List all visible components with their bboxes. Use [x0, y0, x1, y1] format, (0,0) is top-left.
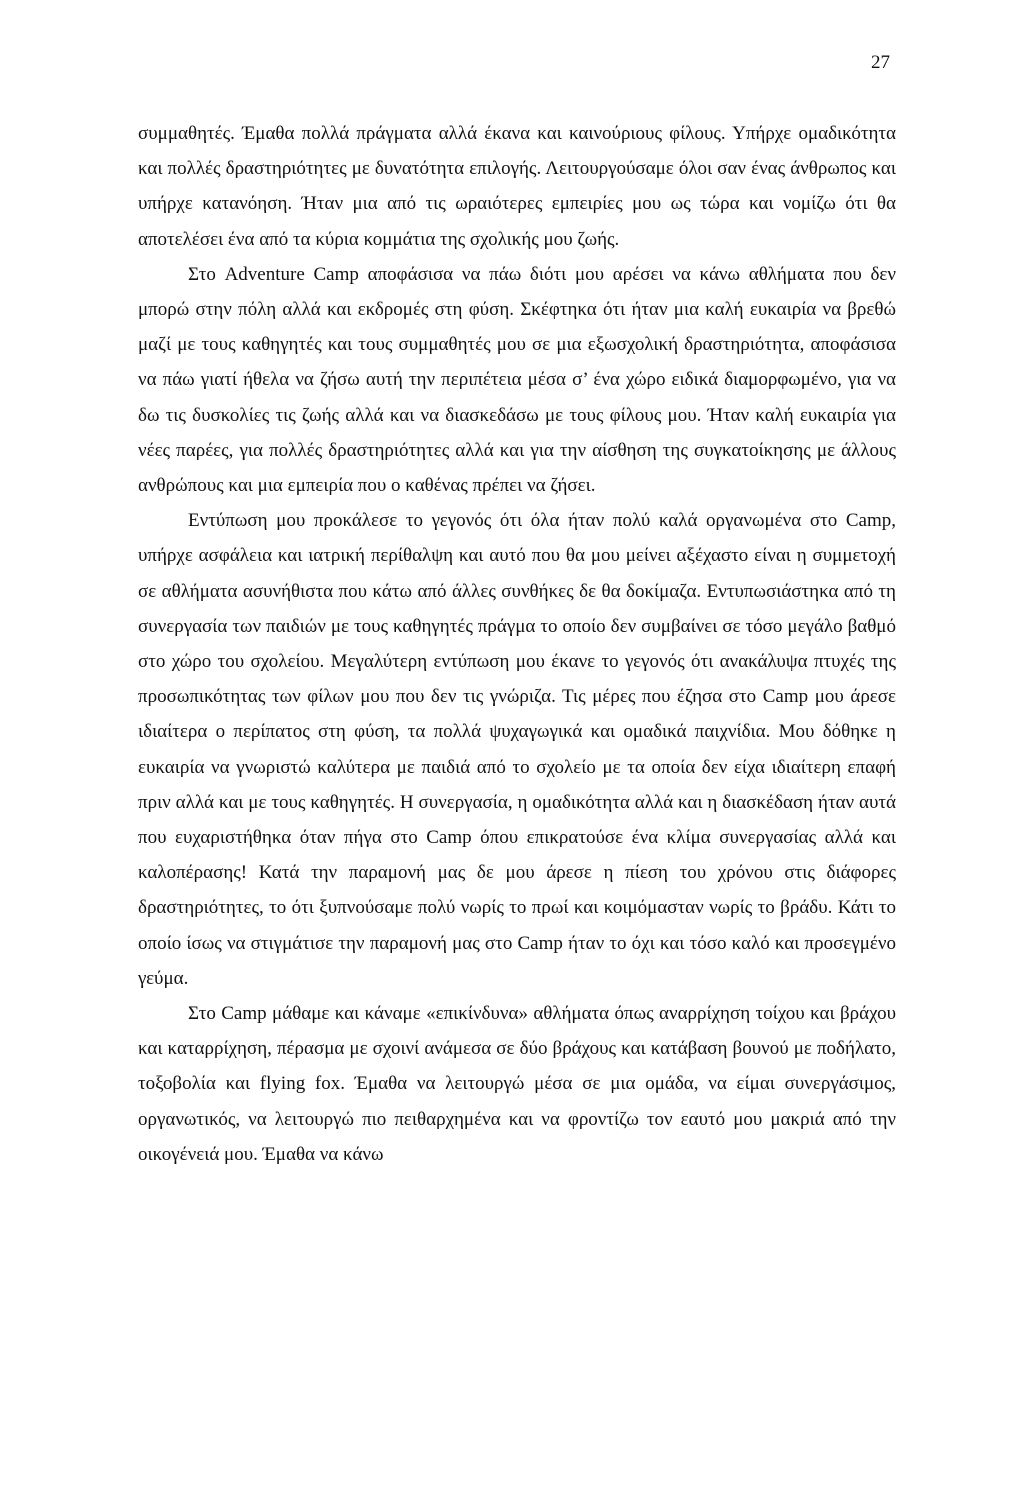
paragraph-impressions: Εντύπωση μου προκάλεσε το γεγονός ότι όλα ήταν πολύ καλά οργανωμένα στο Camp, υπήρχε ασφάλεια και ιατρική περίθαλψη και αυτό που θα μου μείνει αξέχαστο είναι η συμμετοχή σε αθλήματα ασυνήθιστα που κάτω από άλλες συνθήκες δε θα δοκίμαζα. Εντυπωσιάστηκα από τη συνεργασία των παιδιών με τους καθηγητές πράγμα το οποίο δεν συμβαίνει σε τόσο μεγάλο βαθμό στο χώρο του σχολείου. Μεγαλύτερη εντύπωση μου έκανε το γεγονός ότι ανακάλυψα πτυχές της προσωπικότητας των φίλων μου που δεν τις γνώριζα. Τις μέρες που έζησα στο Camp μου άρεσε ιδιαίτερα ο περίπατος στη φύση, τα πολλά ψυχαγωγικά και ομαδικά παιχνίδια. Μου δόθηκε η ευκαιρία να γνωριστώ καλύτερα με παιδιά από το σχολείο με τα οποία δεν είχα ιδιαίτερη επαφή πριν αλλά και με τους καθηγητές. Η συνεργασία, η ομαδικότητα αλλά και η διασκέδαση ήταν αυτά που ευχαριστήθηκα όταν πήγα στο Camp όπου επικρατούσε ένα κλίμα συνεργασίας αλλά και καλοπέρασης! Κατά την παραμονή μας δε μου άρεσε η πίεση του χρόνου στις διάφορες δραστηριότητες, το ότι ξυπνούσαμε πολύ νωρίς το πρωί και κοιμόμασταν νωρίς το βράδυ. Κάτι το οποίο ίσως να στιγμάτισε την παραμονή μας στο Camp ήταν το όχι και τόσο καλό και προσεγμένο γεύμα. — [138, 510, 896, 989]
page-number: 27 — [871, 52, 890, 73]
paragraph-activities-learned: Στο Camp μάθαμε και κάναμε «επικίνδυνα» αθλήματα όπως αναρρίχηση τοίχου και βράχου και καταρρίχηση, πέρασμα με σχοινί ανάμεσα σε δύο βράχους και κατάβαση βουνού με ποδήλατο, τοξοβολία και flying fox. Έμαθα να λειτουργώ μέσα σε μια ομάδα, να είμαι συνεργάσιμος, οργανωτικός, να λειτουργώ πιο πειθαρχημένα και να φροντίζω τον εαυτό μου μακριά από την οικογένειά μου. Έμαθα να κάνω — [138, 1003, 896, 1165]
paragraph-continuation: συμμαθητές. Έμαθα πολλά πράγματα αλλά έκανα και καινούριους φίλους. Υπήρχε ομαδικότητα και πολλές δραστηριότητες με δυνατότητα επιλογής. Λειτουργούσαμε όλοι σαν ένας άνθρωπος και υπήρχε κατανόηση. Ήταν μια από τις ωραιότερες εμπειρίες μου ως τώρα και νομίζω ότι θα αποτελέσει ένα από τα κύρια κομμάτια της σχολικής μου ζωής. — [138, 123, 896, 250]
paragraph-adventure-camp-choice: Στο Adventure Camp αποφάσισα να πάω διότι μου αρέσει να κάνω αθλήματα που δεν μπορώ στην πόλη αλλά και εκδρομές στη φύση. Σκέφτηκα ότι ήταν μια καλή ευκαιρία να βρεθώ μαζί με τους καθηγητές και τους συμμαθητές μου σε μια εξωσχολική δραστηριότητα, αποφάσισα να πάω γιατί ήθελα να ζήσω αυτή την περιπέτεια μέσα σ’ ένα χώρο ειδικά διαμορφωμένο, για να δω τις δυσκολίες τις ζωής αλλά και να διασκεδάσω με τους φίλους μου. Ήταν καλή ευκαιρία για νέες παρέες, για πολλές δραστηριότητες αλλά και για την αίσθηση της συγκατοίκησης με άλλους ανθρώπους και μια εμπειρία που ο καθένας πρέπει να ζήσει. — [138, 263, 896, 497]
document-body — [138, 116, 896, 1172]
